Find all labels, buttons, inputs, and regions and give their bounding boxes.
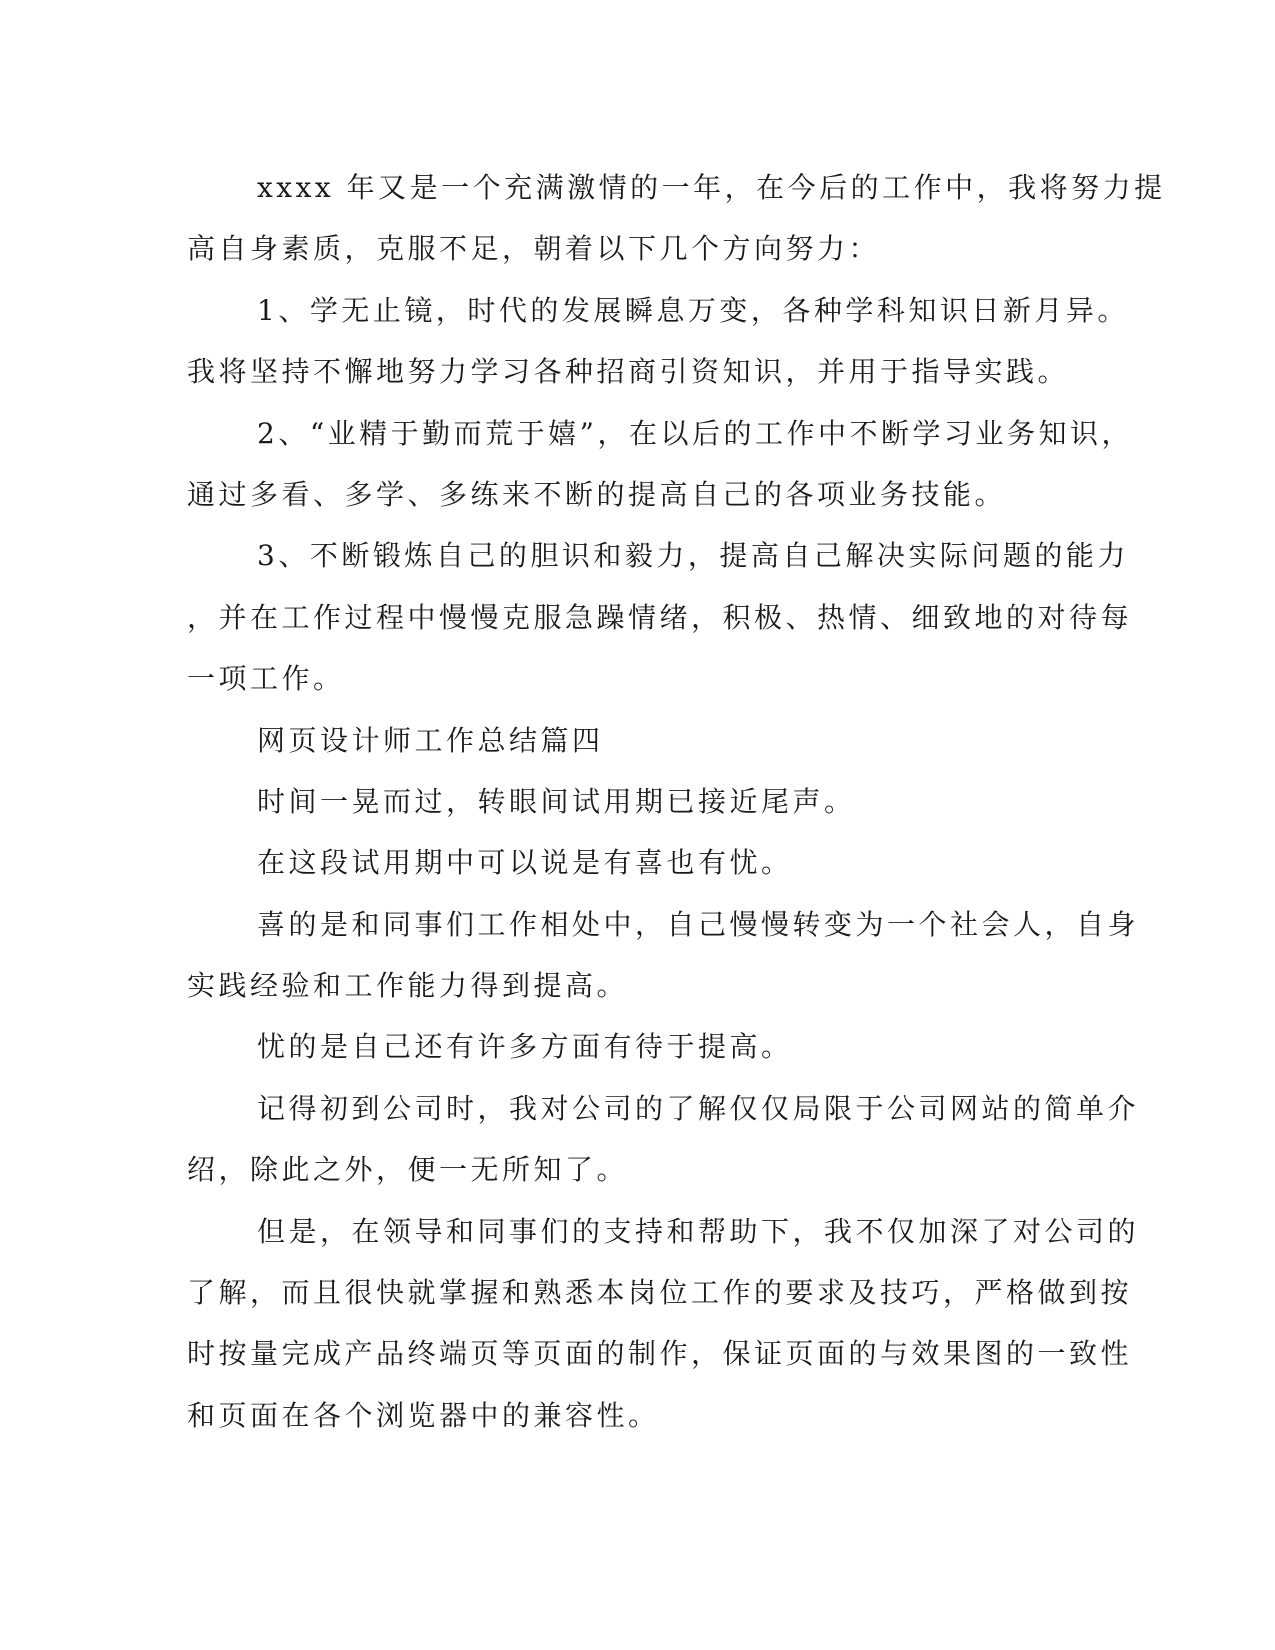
text-line: 3、不断锻炼自己的胆识和毅力，提高自己解决实际问题的能力 <box>257 539 1129 573</box>
text-line: 在这段试用期中可以说是有喜也有忧。 <box>257 846 793 880</box>
text-line: 1、学无止镜，时代的发展瞬息万变，各种学科知识日新月异。 <box>257 293 1129 327</box>
text-line: 通过多看、多学、多练来不断的提高自己的各项业务技能。 <box>187 477 1007 511</box>
text-line: 2、“业精于勤而荒于嬉”，在以后的工作中不断学习业务知识， <box>257 416 1133 450</box>
text-line: 绍，除此之外，便一无所知了。 <box>187 1153 629 1187</box>
text-line: 了解，而且很快就掌握和熟悉本岗位工作的要求及技巧，严格做到按 <box>187 1276 1133 1310</box>
text-line: 忧的是自己还有许多方面有待于提高。 <box>257 1030 793 1064</box>
section-heading: 网页设计师工作总结篇四 <box>257 723 604 757</box>
text-line: 我将坚持不懈地努力学习各种招商引资知识，并用于指导实践。 <box>187 355 1070 389</box>
text-line: 时间一晃而过，转眼间试用期已接近尾声。 <box>257 784 856 818</box>
text-line: 实践经验和工作能力得到提高。 <box>187 969 629 1003</box>
text-line: 喜的是和同事们工作相处中，自己慢慢转变为一个社会人，自身 <box>257 907 1140 941</box>
text-line: xxxx 年又是一个充满激情的一年，在今后的工作中，我将努力提 <box>257 171 1166 204</box>
text-line: 记得初到公司时，我对公司的了解仅仅局限于公司网站的简单介 <box>257 1091 1140 1125</box>
text-line: 一项工作。 <box>187 662 345 696</box>
text-line: 和页面在各个浏览器中的兼容性。 <box>187 1398 660 1432</box>
text-line: ，并在工作过程中慢慢克服急躁情绪，积极、热情、细致地的对待每 <box>187 600 1133 634</box>
text-line: 但是，在领导和同事们的支持和帮助下，我不仅加深了对公司的 <box>257 1214 1140 1248</box>
document-body <box>187 157 1166 1446</box>
text-line: 时按量完成产品终端页等页面的制作，保证页面的与效果图的一致性 <box>187 1337 1133 1371</box>
text-line: 高自身素质，克服不足，朝着以下几个方向努力： <box>187 232 881 266</box>
